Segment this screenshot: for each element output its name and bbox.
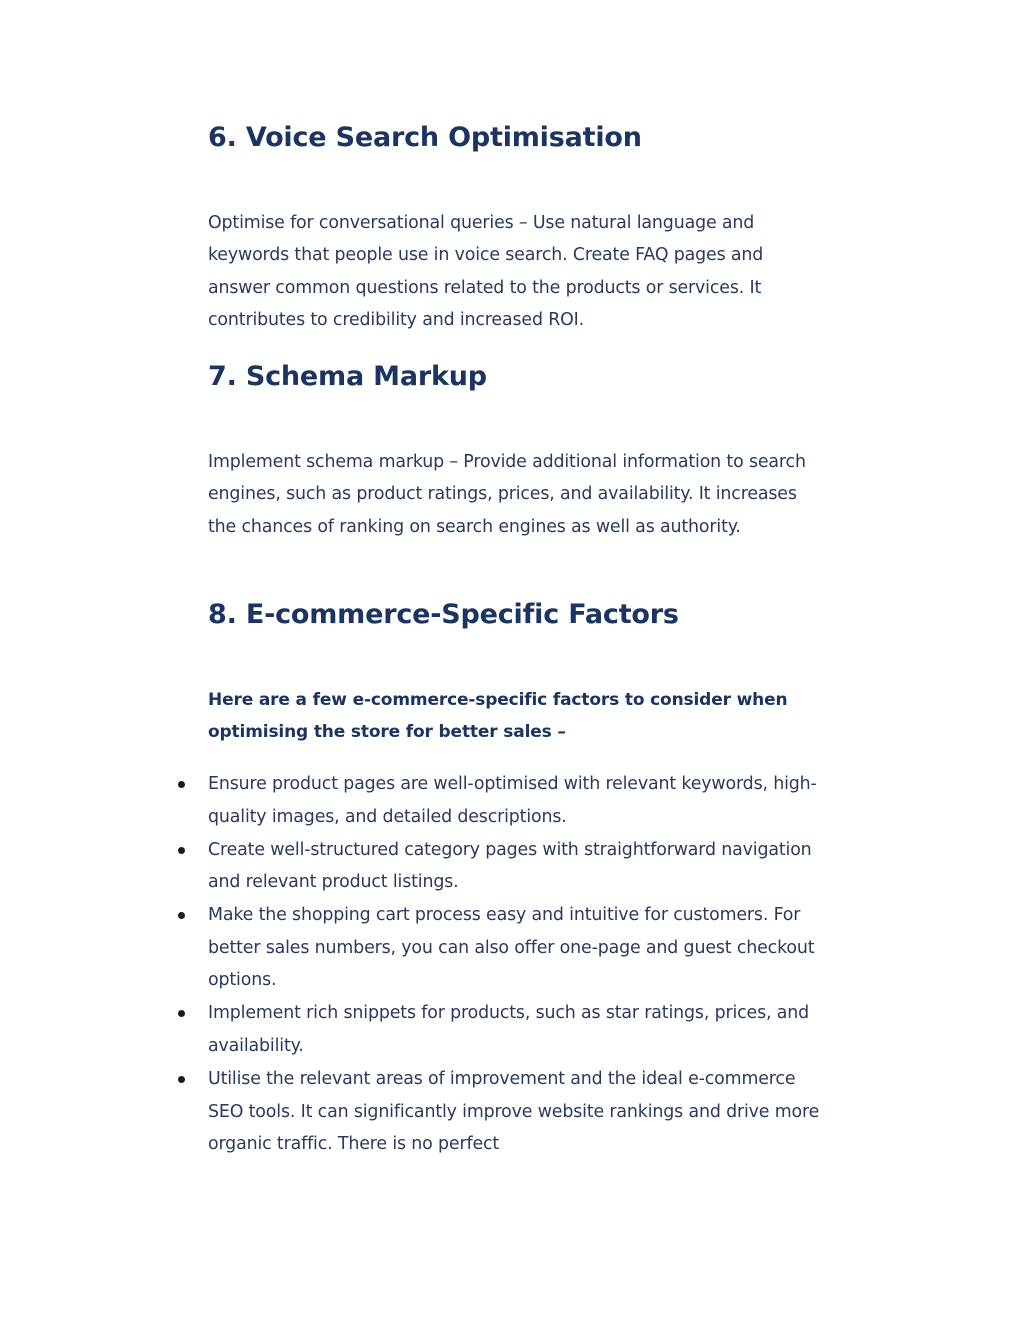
list-item xyxy=(208,899,828,997)
section-body-voice-search: Optimise for conversational queries – Use natural language and keywords that people use in voice search. Create FAQ pages and answer common questions related to the products or services. It contributes to credibility and increased ROI. xyxy=(208,213,764,330)
bullet-icon xyxy=(178,847,185,854)
list-item-text: Make the shopping cart process easy and intuitive for customers. For better sales numbers, you can also offer one-page and guest checkout options. xyxy=(208,905,815,991)
list-item-text: Implement rich snippets for products, such as star ratings, prices, and availability. xyxy=(208,1003,810,1056)
bullet-icon xyxy=(178,781,185,788)
section-heading-ecommerce-factors: 8. E-commerce-Specific Factors xyxy=(208,599,679,630)
list-item-text: Create well-structured category pages with straightforward navigation and relevant product listings. xyxy=(208,839,812,893)
section-body-schema-markup: Implement schema markup – Provide additional information to search engines, such as product ratings, prices, and availability. It increases the chances of ranking on search engines as well as authority. xyxy=(208,452,806,537)
bullet-icon xyxy=(178,1010,185,1017)
section-heading-schema-markup: 7. Schema Markup xyxy=(208,361,487,392)
ecommerce-factors-list xyxy=(208,768,828,1161)
section-intro-ecommerce-factors: Here are a few e-commerce-specific factors to consider when optimising the store for better sales – xyxy=(208,690,788,743)
bullet-icon xyxy=(178,1076,185,1083)
section-heading-voice-search: 6. Voice Search Optimisation xyxy=(208,122,642,153)
list-item-text: Ensure product pages are well-optimised with relevant keywords, high-quality images, and detailed descriptions. xyxy=(208,774,817,827)
list-item xyxy=(208,1063,828,1161)
list-item xyxy=(208,997,828,1062)
list-item xyxy=(208,768,828,833)
list-item xyxy=(208,834,828,899)
bullet-icon xyxy=(178,912,185,919)
list-item-text: Utilise the relevant areas of improvement and the ideal e-commerce SEO tools. It can significantly improve website rankings and drive more organic traffic. There is no perfect xyxy=(208,1068,820,1155)
